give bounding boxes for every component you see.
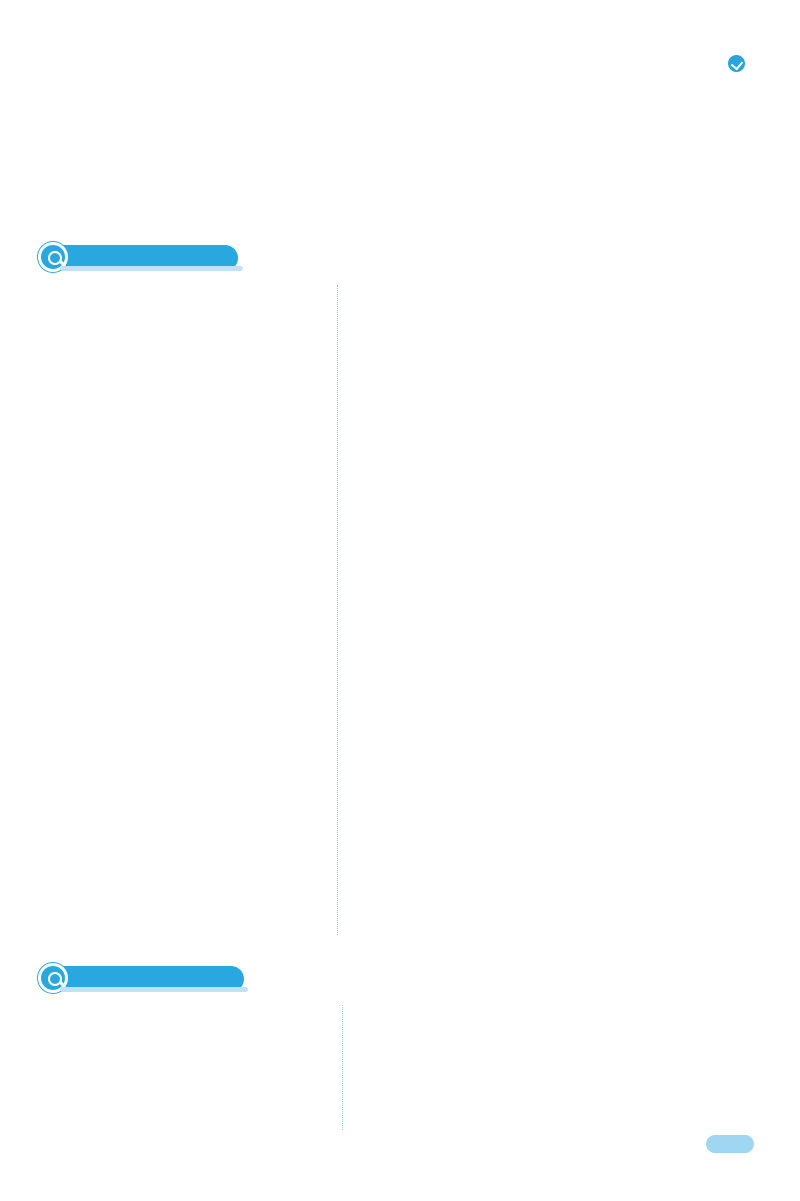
column-divider xyxy=(342,1005,343,1130)
page-number xyxy=(706,1135,754,1153)
banner-underline xyxy=(60,987,248,992)
header-tag xyxy=(728,54,748,73)
banner-underline xyxy=(60,266,243,271)
check-circle-icon xyxy=(728,55,745,72)
column-divider xyxy=(337,285,338,935)
